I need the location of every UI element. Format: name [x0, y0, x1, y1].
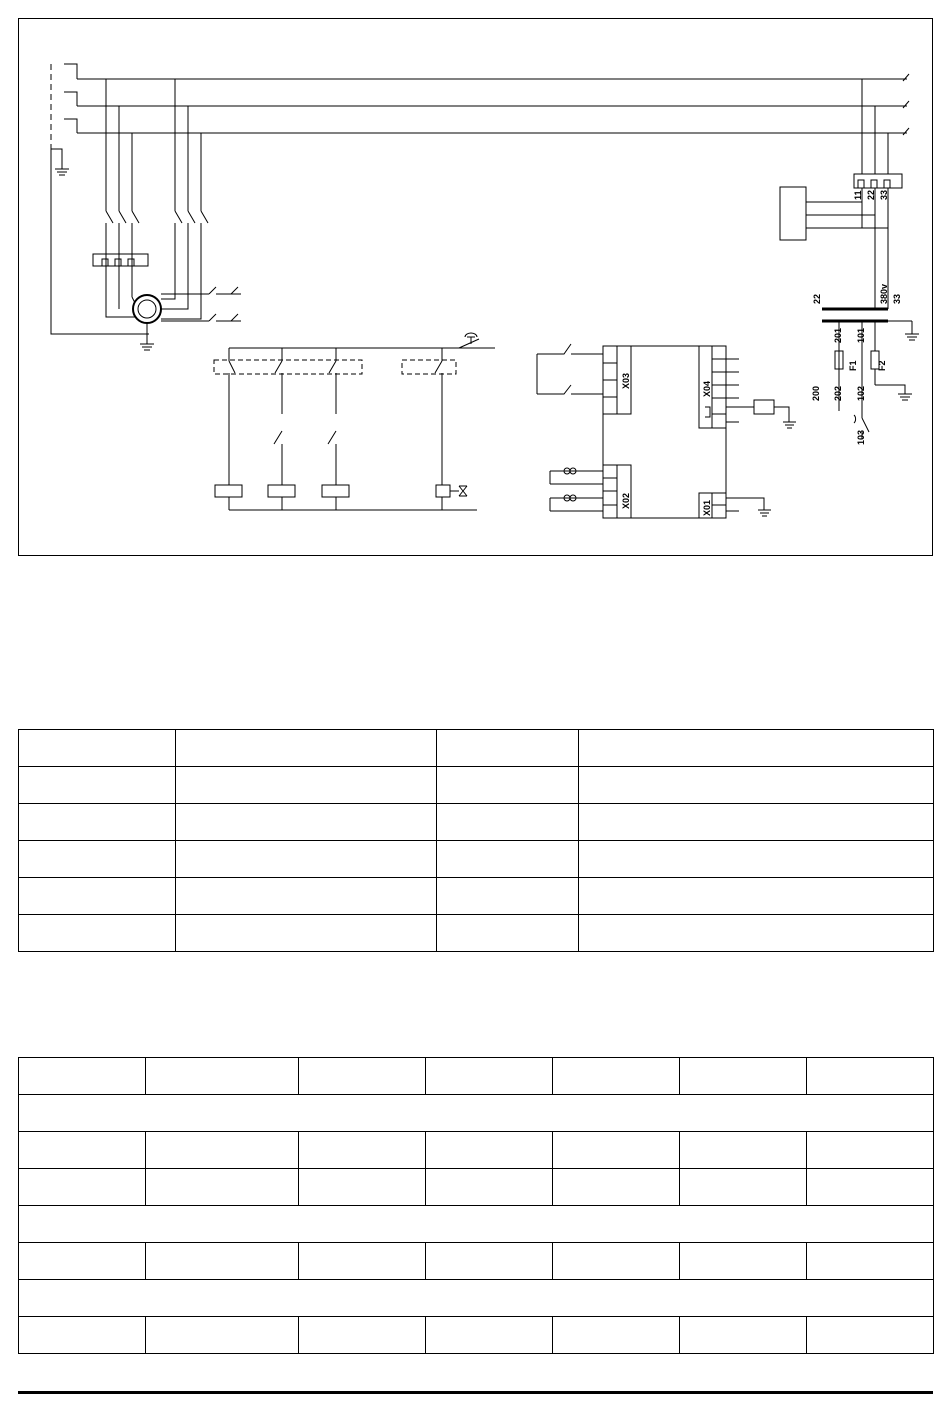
device-box — [780, 187, 806, 240]
label-x01: X01 — [702, 499, 712, 516]
table-cell — [19, 841, 176, 878]
pushbutton-icon — [854, 415, 856, 423]
label-voltage: 380v — [879, 283, 889, 304]
table-cell — [680, 1058, 807, 1095]
label-33: 33 — [879, 189, 889, 200]
table-cell — [299, 1169, 426, 1206]
relay-box — [754, 400, 774, 414]
table-row — [19, 1280, 934, 1317]
table-cell — [426, 1058, 553, 1095]
label-x04: X04 — [702, 380, 712, 397]
table-cell — [437, 915, 579, 952]
module-box — [603, 346, 726, 518]
table-row — [19, 915, 934, 952]
table-cell — [19, 1317, 146, 1354]
label-wire-102: 102 — [856, 385, 866, 401]
specification-table-body — [19, 1058, 934, 1354]
label-wire-33: 33 — [892, 293, 902, 304]
wiring-diagram — [18, 18, 933, 556]
solenoid-coil — [436, 485, 450, 497]
table-cell — [19, 804, 176, 841]
table-cell — [299, 1058, 426, 1095]
component-table — [18, 729, 934, 952]
table-cell — [680, 1317, 807, 1354]
table-cell — [299, 1317, 426, 1354]
table-row — [19, 1095, 934, 1132]
ground-symbol-left — [55, 169, 69, 175]
table-cell — [176, 767, 437, 804]
table-row — [19, 1317, 934, 1354]
table-row — [19, 767, 934, 804]
table-cell — [579, 767, 934, 804]
table-cell — [553, 1132, 680, 1169]
table-cell — [579, 915, 934, 952]
table-cell — [807, 1243, 934, 1280]
label-wire-201: 201 — [833, 327, 843, 343]
diagram-labels — [621, 190, 902, 516]
table-cell — [680, 1243, 807, 1280]
table-cell — [176, 804, 437, 841]
table-row — [19, 878, 934, 915]
label-wire-101: 101 — [856, 327, 866, 343]
table-cell — [19, 878, 176, 915]
label-wire-202: 202 — [833, 385, 843, 401]
table-cell — [299, 1243, 426, 1280]
table-cell — [579, 878, 934, 915]
coil-k1 — [215, 485, 242, 497]
ground-symbol-x04 — [783, 422, 796, 428]
table-row — [19, 1169, 934, 1206]
table-row — [19, 1058, 934, 1095]
table-cell — [146, 1058, 299, 1095]
power-bus — [64, 64, 909, 135]
table-cell — [579, 841, 934, 878]
table-cell — [553, 1243, 680, 1280]
wiring-diagram-svg — [19, 19, 934, 557]
table-cell — [176, 730, 437, 767]
table-cell — [437, 878, 579, 915]
table-cell — [553, 1169, 680, 1206]
label-wire-22: 22 — [812, 293, 822, 304]
table-cell — [19, 767, 176, 804]
control-module — [537, 344, 796, 518]
ground-symbol-x01 — [758, 510, 771, 516]
table-cell — [807, 1317, 934, 1354]
ground-symbol-motor — [140, 344, 154, 350]
table-cell — [426, 1243, 553, 1280]
control-circuit — [214, 333, 495, 510]
table-cell — [553, 1058, 680, 1095]
table-cell — [426, 1169, 553, 1206]
table-cell — [807, 1169, 934, 1206]
table-row — [19, 1132, 934, 1169]
table-section-cell — [19, 1280, 934, 1317]
table-row — [19, 1206, 934, 1243]
terminal-block — [854, 174, 902, 188]
table-row — [19, 1243, 934, 1280]
table-row — [19, 730, 934, 767]
valve-icon — [459, 486, 467, 496]
table-cell — [146, 1317, 299, 1354]
table-cell — [19, 1058, 146, 1095]
ground-symbol-f2 — [898, 394, 912, 400]
component-table-body — [19, 730, 934, 952]
table-row — [19, 841, 934, 878]
table-cell — [553, 1317, 680, 1354]
label-fuse-f2: F2 — [877, 360, 887, 371]
table-cell — [19, 1243, 146, 1280]
specification-table — [18, 1057, 934, 1354]
label-x03: X03 — [621, 372, 631, 389]
table-cell — [437, 841, 579, 878]
table-cell — [19, 1169, 146, 1206]
table-cell — [146, 1169, 299, 1206]
table-row — [19, 804, 934, 841]
label-x02: X02 — [621, 492, 631, 509]
table-cell — [176, 915, 437, 952]
table-cell — [437, 730, 579, 767]
table-cell — [579, 804, 934, 841]
motor-circuit — [93, 79, 241, 350]
coil-k2 — [268, 485, 295, 497]
table-cell — [437, 767, 579, 804]
table-cell — [807, 1132, 934, 1169]
table-cell — [680, 1132, 807, 1169]
table-cell — [146, 1132, 299, 1169]
label-wire-200: 200 — [811, 385, 821, 401]
table-cell — [176, 841, 437, 878]
table-cell — [437, 804, 579, 841]
label-11: 11 — [853, 190, 863, 200]
coil-k3 — [322, 485, 349, 497]
label-fuse-f1: F1 — [848, 360, 858, 371]
table-cell — [176, 878, 437, 915]
label-22: 22 — [866, 189, 876, 200]
ground-symbol-transformer — [905, 334, 919, 340]
protective-earth-line — [51, 64, 149, 334]
bottom-rule — [18, 1391, 933, 1394]
table-cell — [426, 1317, 553, 1354]
table-section-cell — [19, 1206, 934, 1243]
table-cell — [426, 1132, 553, 1169]
table-section-cell — [19, 1095, 934, 1132]
table-cell — [146, 1243, 299, 1280]
table-cell — [19, 730, 176, 767]
table-cell — [19, 915, 176, 952]
table-cell — [299, 1132, 426, 1169]
motor-symbol — [133, 295, 161, 323]
label-wire-103: 103 — [856, 429, 866, 445]
table-cell — [579, 730, 934, 767]
table-cell — [807, 1058, 934, 1095]
table-cell — [19, 1132, 146, 1169]
table-cell — [680, 1169, 807, 1206]
